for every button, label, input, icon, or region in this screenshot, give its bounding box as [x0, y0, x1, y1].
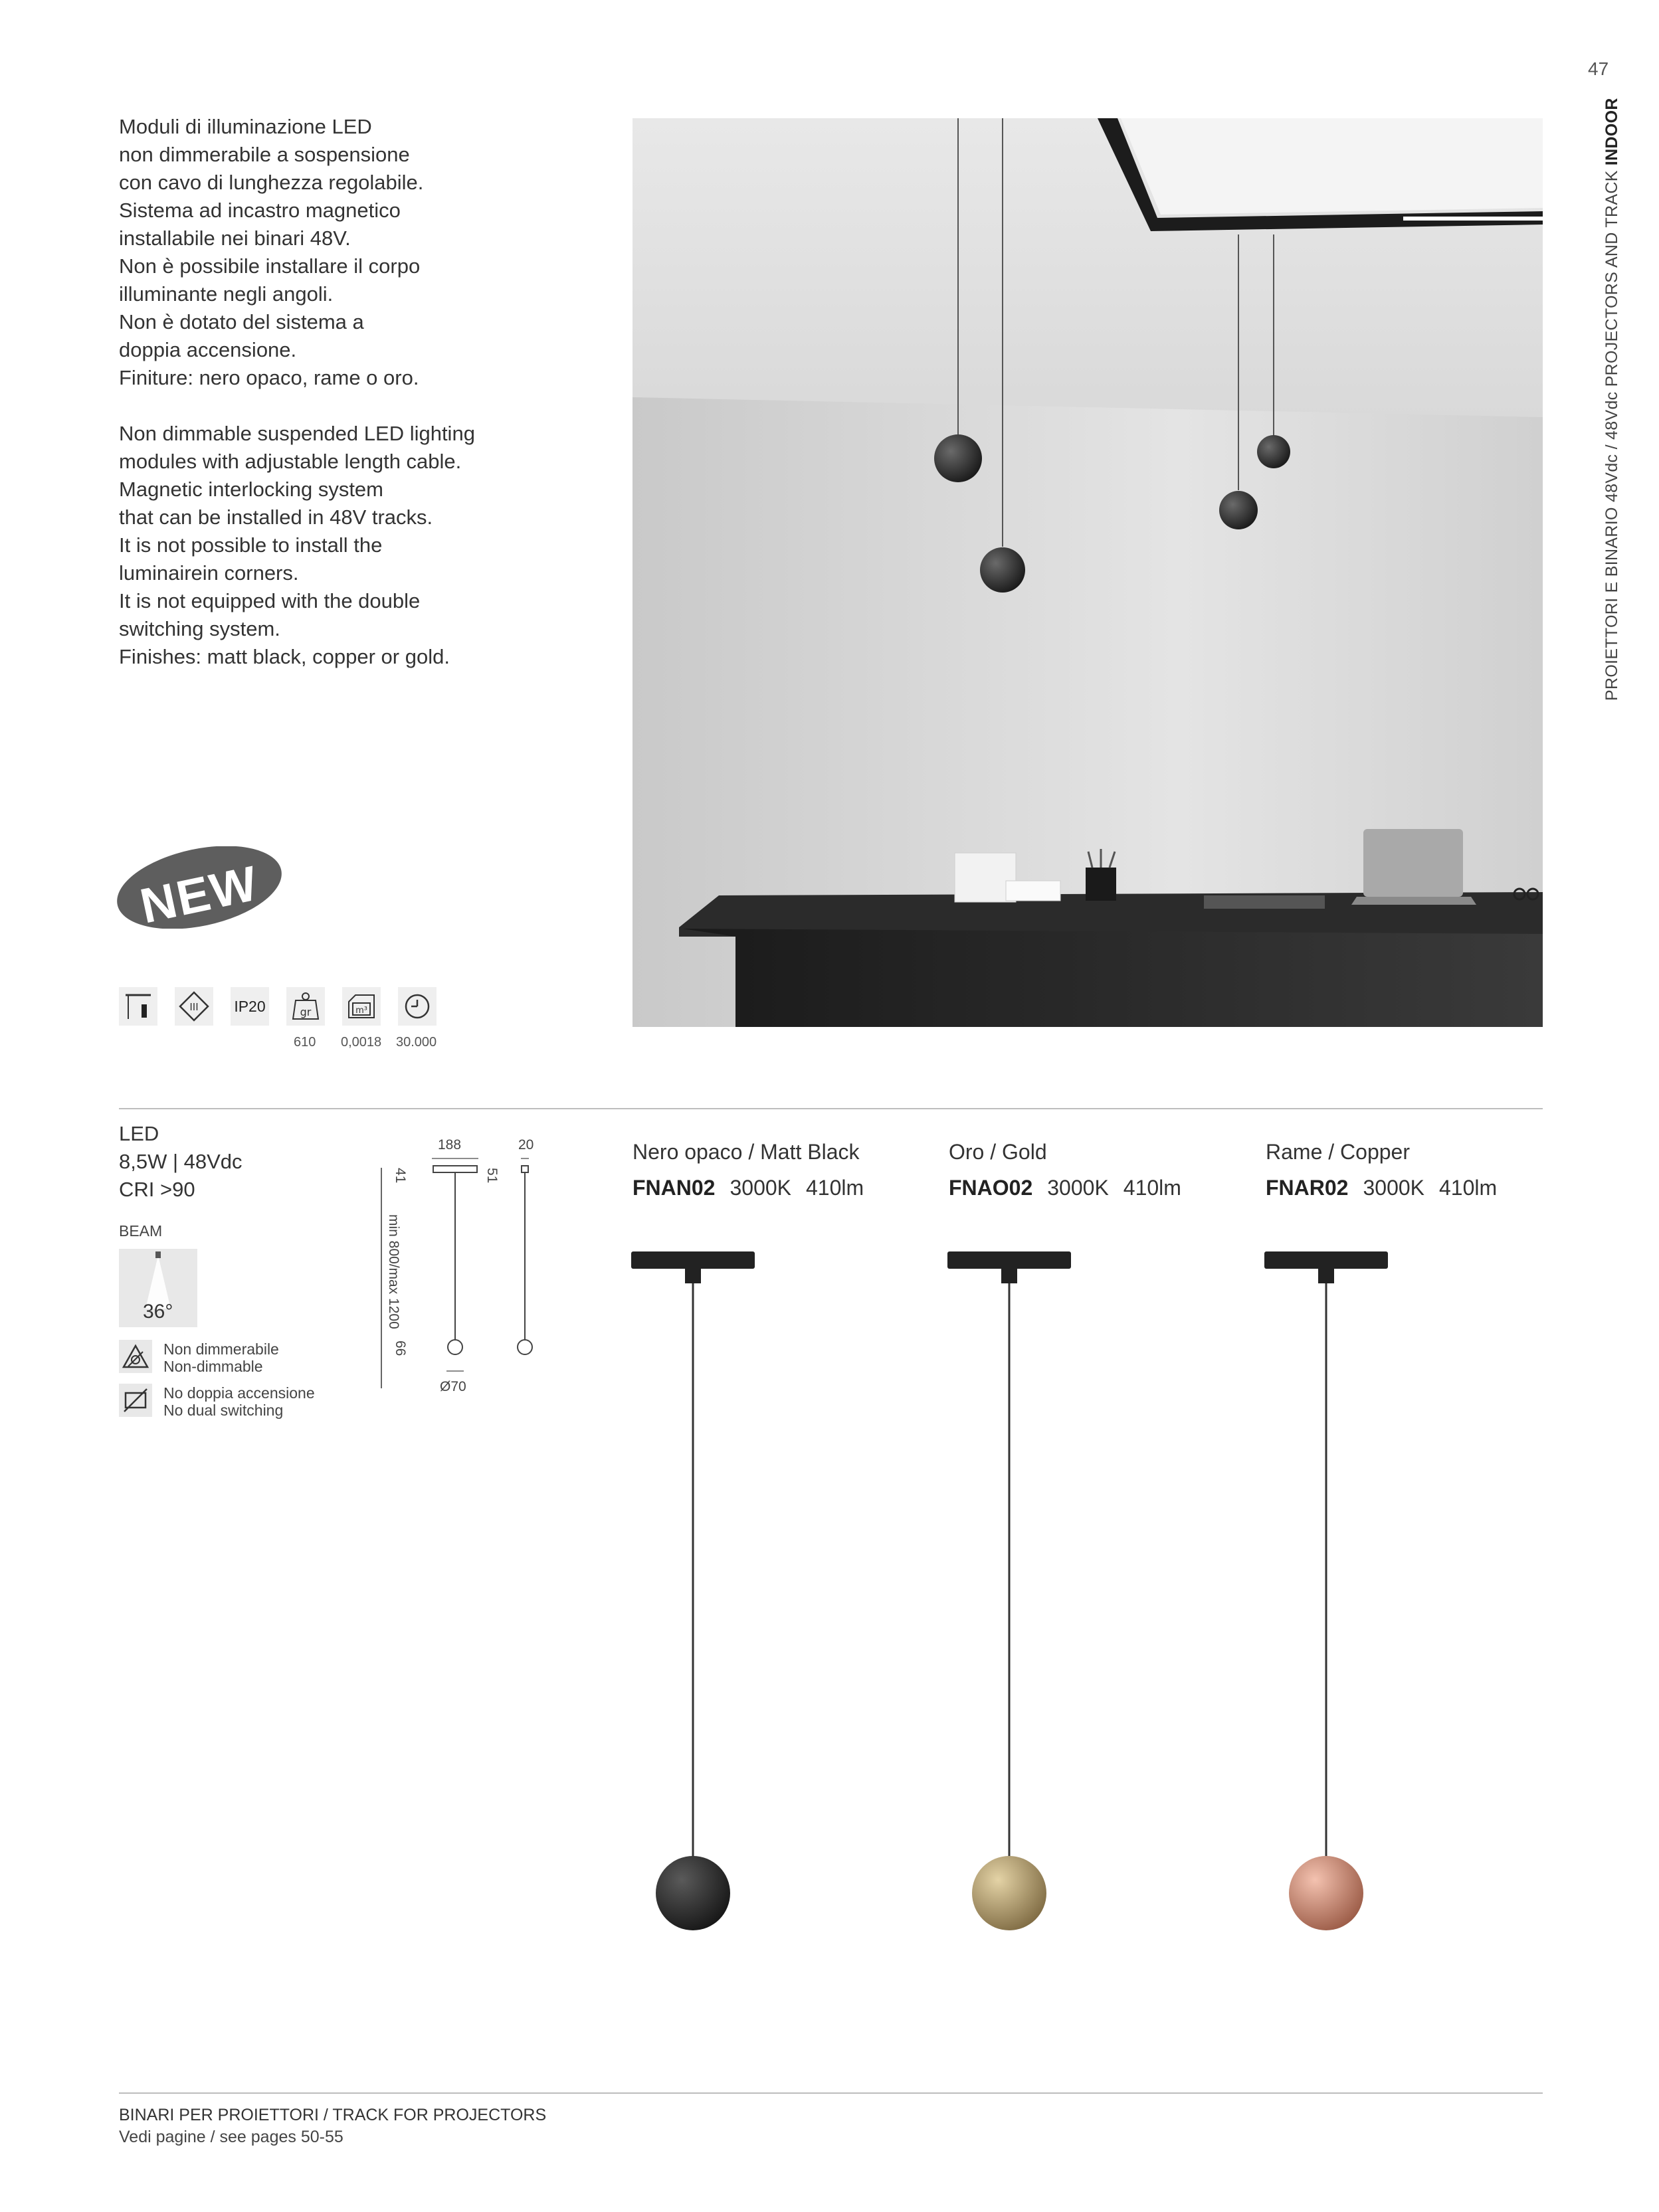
ip-rating-icon [231, 987, 269, 1026]
desc-line: con cavo di lunghezza regolabile. [119, 171, 424, 194]
dim-diameter: Ø70 [440, 1379, 466, 1394]
pendant-sphere [1219, 491, 1258, 529]
variant-name-gold: Oro / Gold [949, 1140, 1047, 1164]
description-english [119, 420, 597, 671]
desc-line: Moduli di illuminazione LED [119, 115, 372, 138]
non-dimmable-icon [119, 1340, 152, 1373]
dim-sphere-height: 66 [393, 1340, 408, 1356]
pendant-sphere [934, 434, 982, 482]
desc-line: It is not possible to install the [119, 533, 383, 557]
pendant-sphere [980, 547, 1025, 593]
dim-width-top: 188 [438, 1137, 462, 1152]
desc-line: Non è possibile installare il corpo [119, 254, 421, 278]
footer-track-reference: BINARI PER PROIETTORI / TRACK FOR PROJECTORS [119, 2106, 547, 2124]
desc-line: switching system. [119, 617, 280, 640]
dim-side-height: 51 [484, 1168, 500, 1184]
page-number: 47 [1588, 58, 1609, 79]
dim-cable-length: min 800/max 1200 [386, 1214, 401, 1329]
dim-height-top: 41 [393, 1168, 408, 1184]
desc-line: Finiture: nero opaco, rame o oro. [119, 366, 419, 389]
description-italian [119, 113, 597, 392]
color-temperature: 3000K [1047, 1176, 1109, 1200]
side-label-bold: INDOOR [1603, 98, 1621, 166]
svg-text:gr: gr [300, 1006, 312, 1018]
desc-line: luminairein corners. [119, 561, 299, 585]
pendant-black [631, 1251, 755, 1930]
feature-line-en: No dual switching [163, 1402, 284, 1419]
ip-rating-label: IP20 [234, 997, 266, 1015]
variant-code-black [633, 1176, 864, 1200]
color-temperature: 3000K [1363, 1176, 1424, 1200]
section-divider [119, 1108, 1543, 1109]
variant-code-gold [949, 1176, 1181, 1200]
lifetime-clock-icon [398, 987, 437, 1026]
variant-product-images [625, 1242, 1568, 1940]
desc-line: that can be installed in 48V tracks. [119, 506, 433, 529]
product-code: FNAO02 [949, 1176, 1033, 1200]
desc-line: modules with adjustable length cable. [119, 450, 462, 473]
side-label-text: PROIETTORI E BINARIO 48Vdc / 48Vdc PROJECTORS AND TRACK [1603, 165, 1621, 701]
non-dimmable-text [163, 1340, 279, 1375]
variant-name-black: Nero opaco / Matt Black [633, 1140, 860, 1164]
product-code: FNAR02 [1266, 1176, 1349, 1200]
product-code: FNAN02 [633, 1176, 716, 1200]
pendant-copper [1264, 1251, 1388, 1930]
weight-icon [286, 987, 325, 1026]
pendant-gold [947, 1251, 1071, 1930]
svg-text:m³: m³ [355, 1006, 367, 1016]
desc-line: illuminante negli angoli. [119, 282, 334, 306]
desc-line: Non è dotato del sistema a [119, 310, 364, 333]
pendant-variants-illustration [625, 1242, 1568, 1940]
lifetime-value: 30.000 [396, 1035, 437, 1050]
dimension-drawing [372, 1129, 558, 1422]
desc-line: Finishes: matt black, copper or gold. [119, 645, 450, 668]
footer-divider [119, 2092, 1543, 2094]
class-iii-icon [175, 987, 213, 1026]
footer-see-pages: Vedi pagine / see pages 50-55 [119, 2128, 343, 2146]
new-badge-text: NEW [135, 855, 264, 934]
luminous-flux: 410lm [1123, 1176, 1181, 1200]
luminous-flux: 410lm [806, 1176, 864, 1200]
office-pendant-scene [633, 118, 1543, 1027]
beam-label: BEAM [119, 1222, 163, 1240]
spec-icons-row [119, 987, 518, 1060]
spec-power: 8,5W | 48Vdc [119, 1150, 243, 1173]
section-side-label [1603, 98, 1622, 701]
feature-line-en: Non-dimmable [163, 1358, 263, 1375]
spec-source: LED [119, 1122, 159, 1145]
pendant-track-icon [119, 987, 157, 1026]
volume-icon [342, 987, 381, 1026]
luminous-flux: 410lm [1439, 1176, 1498, 1200]
feature-line-it: Non dimmerabile [163, 1340, 279, 1358]
beam-angle: 36° [143, 1301, 173, 1323]
desc-line: Magnetic interlocking system [119, 478, 383, 501]
hero-photo [633, 118, 1543, 1027]
volume-value: 0,0018 [341, 1035, 382, 1050]
dim-side-width: 20 [518, 1137, 534, 1152]
desc-line: Sistema ad incastro magnetico [119, 199, 401, 222]
pendant-sphere [1257, 435, 1290, 468]
no-dual-switching-icon [119, 1384, 152, 1417]
new-badge [114, 846, 284, 934]
desc-line: It is not equipped with the double [119, 589, 421, 612]
variant-code-copper [1266, 1176, 1497, 1200]
spec-cri: CRI >90 [119, 1178, 195, 1201]
no-dual-switching-text [163, 1384, 315, 1419]
desc-line: non dimmerabile a sospensione [119, 143, 410, 166]
desc-line: Non dimmable suspended LED lighting [119, 422, 475, 445]
desc-line: installabile nei binari 48V. [119, 227, 351, 250]
svg-text:III: III [189, 1001, 199, 1013]
variant-name-copper: Rame / Copper [1266, 1140, 1410, 1164]
weight-value: 610 [294, 1035, 316, 1050]
color-temperature: 3000K [730, 1176, 791, 1200]
feature-line-it: No doppia accensione [163, 1384, 315, 1402]
desc-line: doppia accensione. [119, 338, 297, 361]
